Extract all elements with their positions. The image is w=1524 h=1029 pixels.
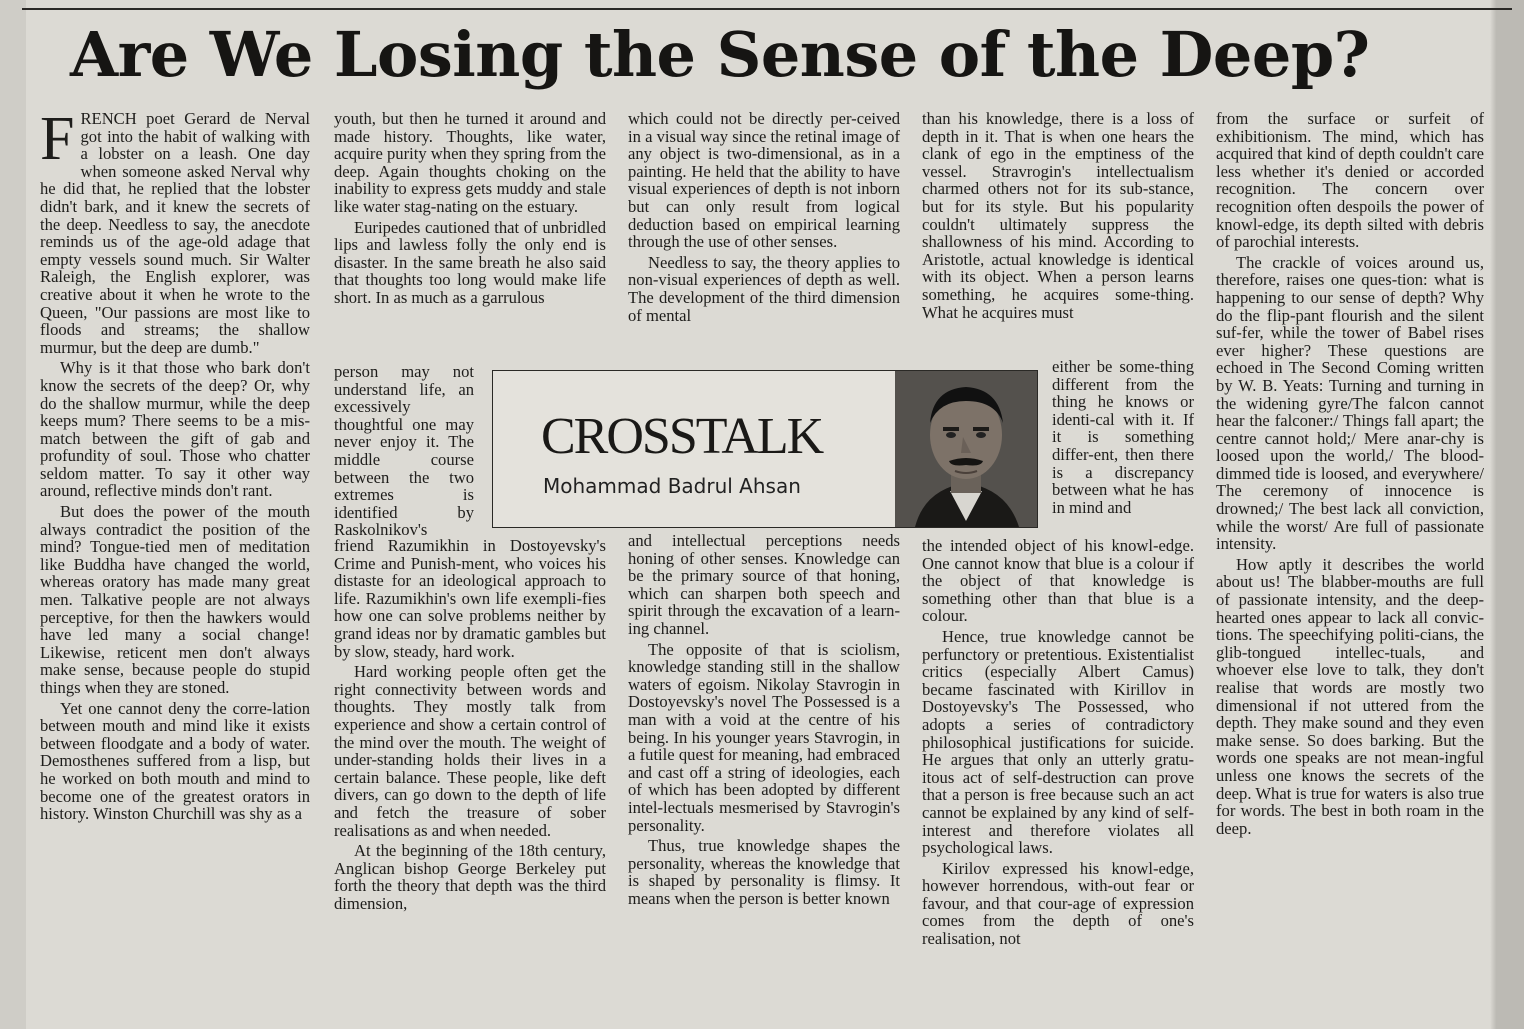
author-name: Mohammad Badrul Ahsan [543,474,801,498]
column-4-top [922,110,1194,360]
column-2-top [334,110,606,365]
column-1-paragraph-4: Yet one cannot deny the corre-lation between mouth and mind like it exists between floodgate and a body of water. Demosthenes suffered from a lisp, but he worked on both mouth and mind to become one of the greatest orators in history. Winston Churchill was shy as a [40,698,310,824]
column-4-paragraph-2: either be some-thing different from the thing he knows or identi-cal with it. If it is something differ-ent, then there is a discrepancy between what he has in mind and [1052,357,1194,517]
column-3-bottom [628,532,900,992]
column-2-paragraph-3: person may not understand life, an excessively thoughtful one may never enjoy it. The middle course between the two extremes is identified by Raskolnikov's [334,362,474,540]
column-4-bottom [922,537,1194,992]
column-3-paragraph-1: which could not be directly per-ceived in a visual way since the retinal image of any object is two-dimensional, as in a painting. He held that the ability to have visual experiences of depth is not inborn but can only result from logical deduction based on empirical learning through the use of other senses. [628,109,900,252]
headline: Are We Losing the Sense of the Deep? [70,18,1370,91]
column-4-narrow [1052,358,1194,534]
column-1-paragraph-3: But does the power of the mouth always contradict the position of the mind? Tongue-tied men of meditation like Buddha have changed the world, whereas oratory has made many great men. Talkative people are not always perceptive, for then the hawkers would have led many a social change! Likewise, reticent men don't always make sense, because people do stupid things when they are stoned. [40,502,310,697]
column-4-paragraph-3: the intended object of his knowl-edge. One cannot know that blue is a colour if the object of that knowledge is something other than that blue is a colour. [922,536,1194,626]
drop-cap: F [40,105,75,173]
column-3-paragraph-4: The opposite of that is sciolism, knowledge standing still in the shallow waters of egoism. Nikolay Stavrogin in Dostoyevsky's novel The Possessed is a man with a void at the centre of his being. In his younger years Stavrogin, in a futile quest for meaning, had embraced and cast off a string of ideologies, each of which has been adopted by different intel-lectuals mesmerised by Stavrogin's personality. [628,639,900,835]
column-title: CROSSTALK [541,408,823,465]
column-2-paragraph-4: friend Razumikhin in Dostoyevsky's Crime and Punish-ment, who voices his distaste for an ideological approach to life. Razumikhin's own life exempli-fies how one can solve problems neither by grand ideas nor by dramatic gambles but by slow, steady, hard work. [334,536,606,661]
column-5 [1216,110,1484,990]
column-2-paragraph-1: youth, but then he turned it around and made history. Thoughts, like water, acquire purity when they spring from the deep. Again thoughts choking on the inability to express gets muddy and stale like water stag-nating on the estuary. [334,109,606,216]
column-4-paragraph-4: Hence, true knowledge cannot be perfunctory or pretentious. Existentialist critics (especially Albert Camus) became fascinated with Kirillov in Dostoyevsky's The Possessed, who adopts a series of contradictory philosophical justifications for suicide. He argues that only an utterly gratu-itous act of self-destruction can prove that a person is free because such an act cannot be explained by any kind of self-interest and therefore violates all psychological laws. [922,626,1194,858]
column-2-bottom [334,537,606,992]
column-5-paragraph-3: How aptly it describes the world about us! The blabber-mouths are full of passionate intensity, and the deep-hearted ones appear to lack all convic-tions. The speechifying politi-cians, the glib-tongued intellec-tuals, and whoever else love to talk, they don't realise that words are mostly two dimensional if not uttered from the depth. They make sound and they even make sense. So does barking. But the words one speaks are not mean-ingful unless one knows the secrets of the deep. What is true for waters is also true for words. The best in both roam in the deep. [1216,554,1484,838]
author-photo [895,371,1037,527]
column-1-paragraph-1: FRENCH poet Gerard de Nerval got into the habit of walking with a lobster on a leash. One day when someone asked Nerval why he did that, he replied that the lobster didn't bark, and it knew the secrets of the deep. Needless to say, the anecdote reminds us of the age-old adage that empty vessels sound much. Sir Walter Raleigh, the English explorer, was creative about it when he wrote to the Queen, "Our passions are most like to floods and streams; the shallow murmur, but the deep are dumb." [40,105,310,357]
top-rule [22,8,1512,10]
column-5-paragraph-1: from the surface or surfeit of exhibitionism. The mind, which has acquired that kind of depth couldn't care less whether it's denied or accorded recognition. The concern over recognition often despoils the power of knowl-edge, its depth silted with debris of parochial interests. [1216,109,1484,252]
column-2-paragraph-6: At the beginning of the 18th century, Anglican bishop George Berkeley put forth the theory that depth was the third dimension, [334,841,606,913]
column-4-paragraph-1: than his knowledge, there is a loss of depth in it. That is when one hears the clank of ego in the emptiness of the vessel. Stravrogin's intellectualism charmed others not for its sub-stance, but for its style. But his popularity couldn't ultimately suppress the shallowness of his mind. According to Aristotle, actual knowledge is identical with its object. When a person learns something, he acquires some-thing. What he acquires must [922,109,1194,322]
column-2-paragraph-2: Euripedes cautioned that of unbridled lips and lawless folly the only end is disaster. In the same breath he also said that thoughts too long would make life short. In as much as a garrulous [334,217,606,307]
right-page-edge [1496,0,1524,1029]
column-1-paragraph-2: Why is it that those who bark don't know the secrets of the deep? Or, why do the shallow murmur, while the deep keeps mum? There seems to be a mis-match between the gift of gab and profundity of soul. Those who chatter seldom matter. To say it other way around, reflective minds don't rant. [40,358,310,501]
adjacent-page-edge [0,0,26,1029]
column-4-paragraph-5: Kirilov expressed his knowl-edge, however horrendous, with-out fear or favour, and that cour-age of expression comes from the depth of one's realisation, not [922,858,1194,949]
column-3-paragraph-3: and intellectual perceptions needs honing of other senses. Knowledge can be the primary source of that honing, which can sharpen both speech and spirit through the excavation of a learn-ing channel. [628,531,900,638]
column-2-narrow [334,362,474,540]
column-3-top [628,110,900,362]
column-3-paragraph-5: Thus, true knowledge shapes the personality, whereas the knowledge that is shaped by personality is flimsy. It means when the person is better known [628,836,900,908]
column-byline-box [492,370,1038,528]
author-portrait-icon [895,371,1037,527]
column-1 [40,105,310,990]
column-3-paragraph-2: Needless to say, the theory applies to non-visual experiences of depth as well. The development of the third dimension of mental [628,252,900,325]
column-2-paragraph-5: Hard working people often get the right connectivity between words and thoughts. They mostly talk from experience and show a certain control of the mind over the mouth. The weight of under-standing holds their lives in a certain balance. These people, like deft divers, can go down to the depth of life and fetch the treasure of sober realisations as and when needed. [334,662,606,840]
column-5-paragraph-2: The crackle of voices around us, therefore, raises one ques-tion: what is happening to our sense of depth? Why do the flip-pant flourish and the silent suf-fer, while the tower of Babel rises ever higher? These questions are echoed in The Second Coming written by W. B. Yeats: Turning and turning in the widening gyre/The falcon cannot hear the falconer:/ Things fall apart; the centre cannot hold;/ Mere anar-chy is loosed upon the world,/ The blood-dimmed tide is loosed, and everywhere/ The ceremony of innocence is drowned;/ The best lack all conviction, while the worst/ Are full of passionate intensity. [1216,252,1484,554]
